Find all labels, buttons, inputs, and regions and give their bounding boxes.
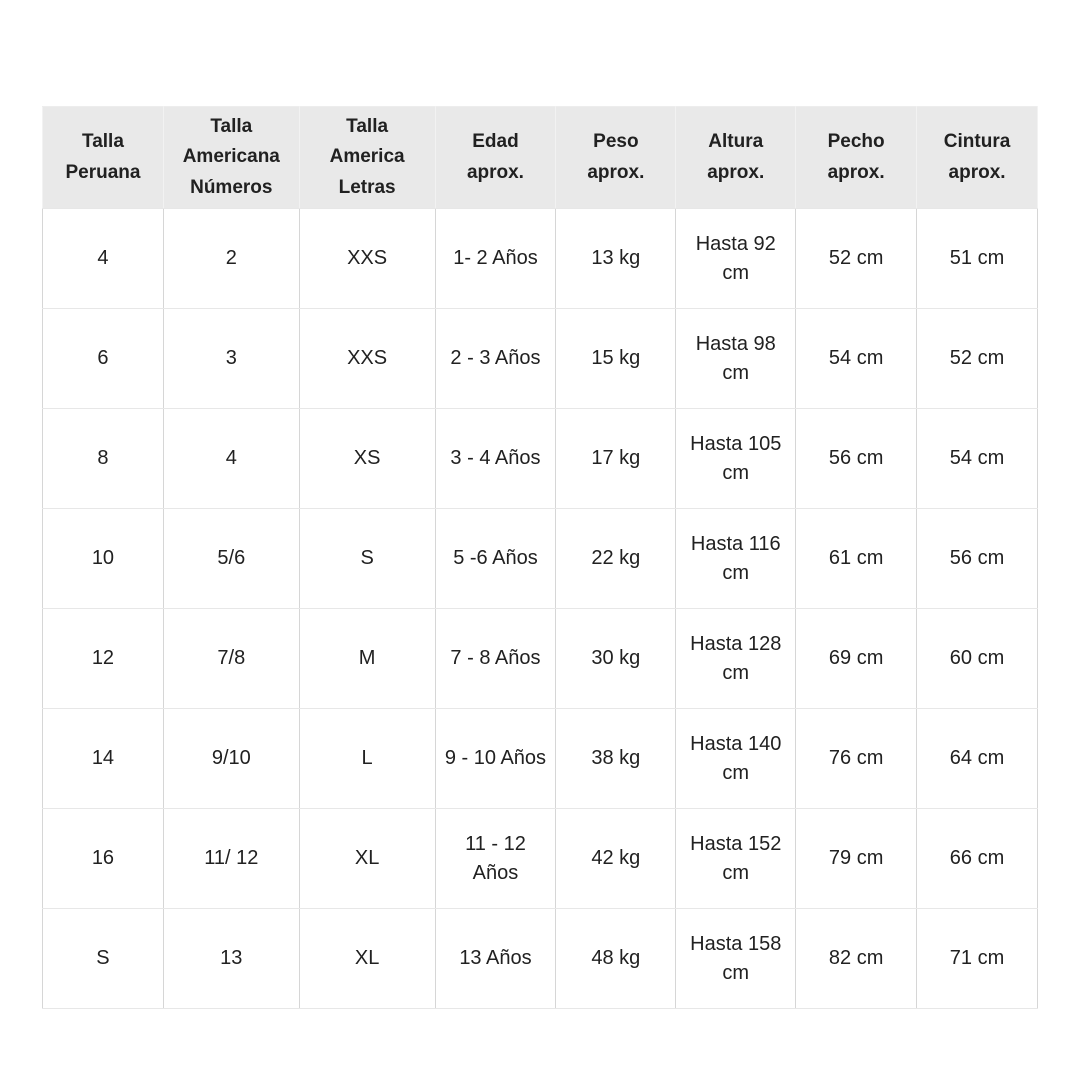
header-cell-4: Peso aprox.: [556, 107, 676, 209]
header-cell-7: Cintura aprox.: [917, 107, 1038, 209]
table-cell: 13 Años: [435, 909, 556, 1009]
table-cell: 48 kg: [556, 909, 676, 1009]
header-cell-1: Talla Americana Números: [163, 107, 299, 209]
table-header: [43, 107, 1038, 209]
table-cell: 76 cm: [796, 709, 917, 809]
table-cell: 2: [163, 209, 299, 309]
table-cell: 4: [163, 409, 299, 509]
header-cell-3: Edad aprox.: [435, 107, 556, 209]
table-cell: Hasta 92 cm: [676, 209, 796, 309]
table-cell: 51 cm: [917, 209, 1038, 309]
table-cell: 5 -6 Años: [435, 509, 556, 609]
header-row: [43, 107, 1038, 209]
size-chart-container: [42, 106, 1038, 1009]
size-chart-table: [42, 106, 1038, 1009]
table-cell: 82 cm: [796, 909, 917, 1009]
table-cell: 7 - 8 Años: [435, 609, 556, 709]
table-row: [43, 309, 1038, 409]
table-cell: Hasta 105 cm: [676, 409, 796, 509]
table-cell: 3 - 4 Años: [435, 409, 556, 509]
table-cell: 17 kg: [556, 409, 676, 509]
table-cell: Hasta 140 cm: [676, 709, 796, 809]
table-cell: XXS: [299, 309, 435, 409]
table-cell: 7/8: [163, 609, 299, 709]
table-cell: Hasta 116 cm: [676, 509, 796, 609]
table-cell: XXS: [299, 209, 435, 309]
table-cell: 8: [43, 409, 164, 509]
table-cell: XL: [299, 809, 435, 909]
table-cell: 60 cm: [917, 609, 1038, 709]
table-cell: 54 cm: [917, 409, 1038, 509]
table-body: [43, 209, 1038, 1009]
table-cell: 14: [43, 709, 164, 809]
table-cell: Hasta 152 cm: [676, 809, 796, 909]
table-cell: 54 cm: [796, 309, 917, 409]
table-row: [43, 809, 1038, 909]
table-cell: Hasta 158 cm: [676, 909, 796, 1009]
table-cell: 3: [163, 309, 299, 409]
table-cell: S: [299, 509, 435, 609]
table-cell: 11 - 12 Años: [435, 809, 556, 909]
table-cell: 38 kg: [556, 709, 676, 809]
table-cell: 6: [43, 309, 164, 409]
table-cell: 11/ 12: [163, 809, 299, 909]
table-cell: 64 cm: [917, 709, 1038, 809]
table-cell: 71 cm: [917, 909, 1038, 1009]
table-cell: 22 kg: [556, 509, 676, 609]
table-cell: 42 kg: [556, 809, 676, 909]
table-cell: 66 cm: [917, 809, 1038, 909]
header-cell-2: Talla America Letras: [299, 107, 435, 209]
table-cell: 52 cm: [917, 309, 1038, 409]
table-cell: 2 - 3 Años: [435, 309, 556, 409]
table-cell: 9 - 10 Años: [435, 709, 556, 809]
table-cell: 1- 2 Años: [435, 209, 556, 309]
table-cell: 5/6: [163, 509, 299, 609]
table-cell: Hasta 98 cm: [676, 309, 796, 409]
table-cell: 16: [43, 809, 164, 909]
table-row: [43, 509, 1038, 609]
table-cell: 56 cm: [917, 509, 1038, 609]
table-cell: 15 kg: [556, 309, 676, 409]
table-cell: XL: [299, 909, 435, 1009]
header-cell-5: Altura aprox.: [676, 107, 796, 209]
table-cell: L: [299, 709, 435, 809]
table-cell: XS: [299, 409, 435, 509]
table-cell: Hasta 128 cm: [676, 609, 796, 709]
table-cell: 56 cm: [796, 409, 917, 509]
table-row: [43, 209, 1038, 309]
table-cell: 79 cm: [796, 809, 917, 909]
table-cell: 13: [163, 909, 299, 1009]
table-cell: 12: [43, 609, 164, 709]
table-row: [43, 609, 1038, 709]
table-cell: 30 kg: [556, 609, 676, 709]
header-cell-0: Talla Peruana: [43, 107, 164, 209]
table-row: [43, 409, 1038, 509]
header-cell-6: Pecho aprox.: [796, 107, 917, 209]
table-cell: 69 cm: [796, 609, 917, 709]
table-row: [43, 709, 1038, 809]
table-cell: S: [43, 909, 164, 1009]
table-cell: 61 cm: [796, 509, 917, 609]
table-cell: 9/10: [163, 709, 299, 809]
table-cell: 13 kg: [556, 209, 676, 309]
table-cell: 4: [43, 209, 164, 309]
table-cell: 52 cm: [796, 209, 917, 309]
table-cell: 10: [43, 509, 164, 609]
table-cell: M: [299, 609, 435, 709]
table-row: [43, 909, 1038, 1009]
